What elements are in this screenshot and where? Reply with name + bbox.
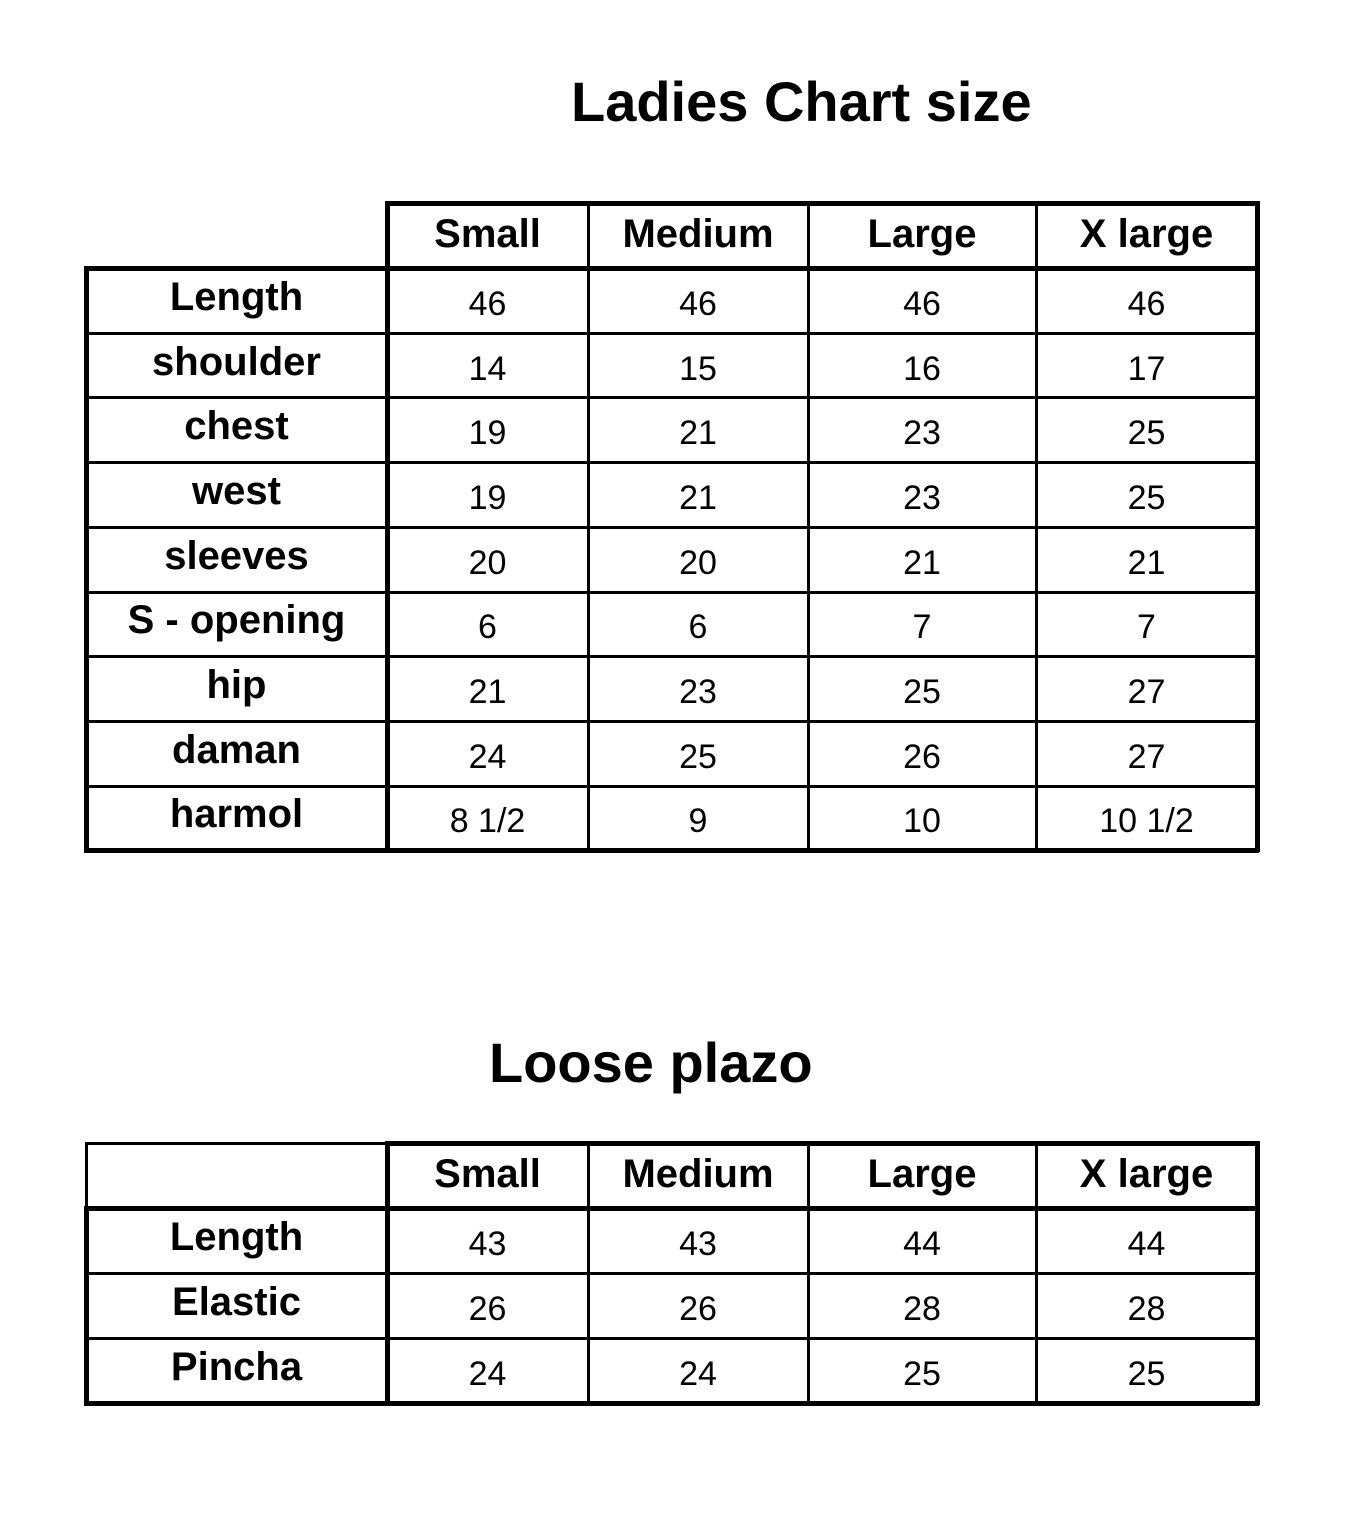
column-header: X large [1079,1152,1214,1196]
table-cell: 26 [903,737,941,776]
table-cell: 6 [478,608,497,647]
column-header: Large [867,1152,977,1196]
table-cell: 6 [688,608,708,647]
body-bottom-border [84,1401,1259,1406]
row-divider [86,1272,1257,1275]
row-label: shoulder [152,339,321,384]
left-border [84,1206,89,1405]
label-divider [385,201,390,852]
table-cell: 25 [679,737,717,776]
left-border [84,266,89,852]
row-label: west [192,468,281,513]
table-cell: 24 [679,1355,717,1393]
table-cell: 44 [1127,1225,1166,1263]
table-cell: 24 [468,737,507,776]
column-divider [1035,203,1038,850]
row-label: sleeves [164,533,309,578]
table-cell: 21 [468,673,507,712]
table-cell: 20 [468,543,507,582]
column-divider [587,1143,590,1403]
column-header: X large [1079,212,1214,256]
table-cell: 15 [679,349,717,388]
table-cell: 9 [688,802,708,841]
table-cell: 46 [679,284,717,323]
body-top-border [84,1206,1259,1211]
table-cell: 23 [679,673,717,712]
table-cell: 44 [903,1225,941,1263]
table-cell: 21 [679,478,717,517]
table-cell: 43 [468,1225,507,1263]
row-label: Length [169,1215,304,1259]
table-cell: 23 [903,414,941,453]
row-divider [86,526,1257,529]
header-top-border [385,1141,1259,1146]
table-cell: 21 [679,414,717,453]
row-label: hip [206,663,267,708]
row-divider [86,655,1257,658]
table-cell: 8 1/2 [449,802,526,841]
row-divider [86,332,1257,335]
ladies-chart-title: Ladies Chart size [571,70,1032,133]
column-divider [1035,1143,1038,1403]
row-label: chest [184,404,289,449]
table-cell: 23 [903,478,941,517]
row-label: S - opening [127,598,346,643]
right-border [1255,201,1260,852]
table-cell: 25 [1127,478,1166,517]
table-cell: 25 [903,1355,941,1393]
row-divider [86,396,1257,399]
row-divider [86,461,1257,464]
table-cell: 46 [468,284,507,323]
header-top-border [385,201,1259,206]
table-cell: 25 [903,673,941,712]
table-cell: 19 [468,478,507,517]
table-cell: 43 [679,1225,717,1263]
table-cell: 28 [1127,1290,1166,1328]
row-divider [86,785,1257,788]
column-divider [587,203,590,850]
table-cell: 21 [1127,543,1166,582]
table-cell: 19 [468,414,507,453]
row-divider [86,591,1257,594]
column-divider [807,1143,810,1403]
table-cell: 20 [679,543,717,582]
table-cell: 25 [1127,414,1166,453]
row-divider [86,720,1257,723]
table-cell: 24 [468,1355,507,1393]
column-divider [807,203,810,850]
body-top-border [84,266,1259,271]
table-cell: 10 [903,802,941,841]
row-label: Length [169,274,304,319]
table-cell: 26 [679,1290,717,1328]
body-bottom-border [84,848,1259,853]
table-cell: 7 [912,608,932,647]
table-cell: 25 [1127,1355,1166,1393]
table-cell: 26 [468,1290,507,1328]
table-cell: 16 [903,349,941,388]
table-cell: 10 1/2 [1099,802,1194,841]
column-header: Large [867,212,977,256]
table-cell: 14 [468,349,507,388]
table-cell: 21 [903,543,941,582]
row-label: Elastic [172,1280,301,1324]
column-header: Small [434,212,541,256]
table-cell: 27 [1127,737,1166,776]
corner-left-border [85,1142,88,1207]
table-cell: 46 [1127,284,1166,323]
column-header: Small [434,1152,541,1196]
row-divider [86,1337,1257,1340]
table-cell: 7 [1137,608,1156,647]
row-label: harmol [169,792,304,837]
table-cell: 17 [1127,349,1166,388]
column-header: Medium [622,212,774,256]
column-header: Medium [622,1152,774,1196]
table-cell: 28 [903,1290,941,1328]
table-cell: 27 [1127,673,1166,712]
row-label: Pincha [170,1345,303,1389]
loose-plazo-title: Loose plazo [489,1031,813,1094]
row-label: daman [172,727,301,772]
table-cell: 46 [903,284,941,323]
right-border [1255,1141,1260,1405]
corner-top-border [85,1142,386,1145]
label-divider [385,1141,390,1405]
